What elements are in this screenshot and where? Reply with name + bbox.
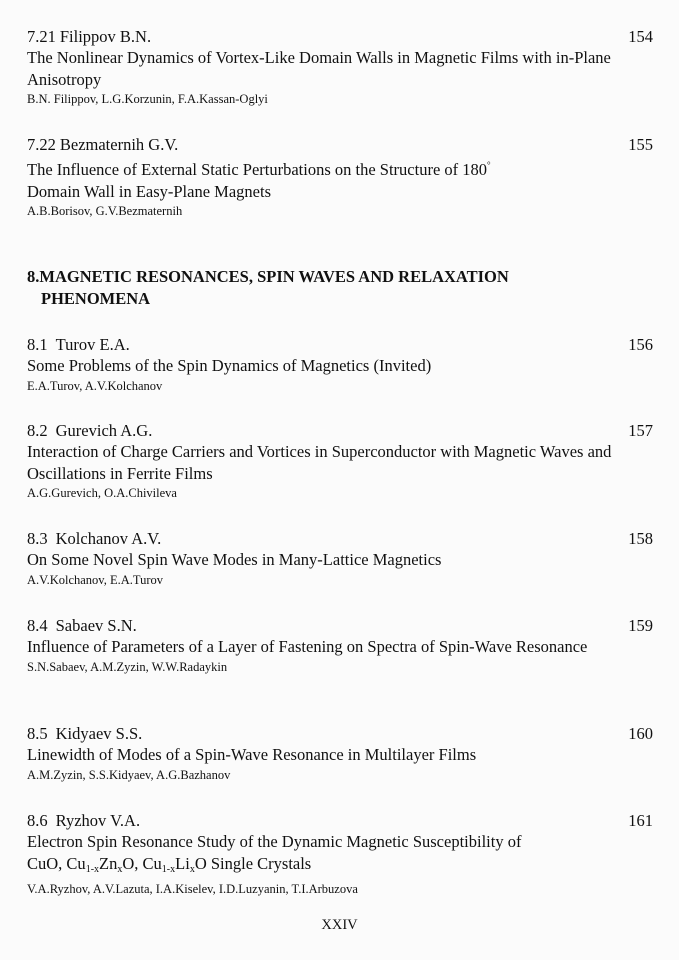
entry-title-part2: Domain Wall in Easy-Plane Magnets bbox=[27, 181, 271, 201]
entry-authors: E.A.Turov, A.V.Kolchanov bbox=[27, 378, 163, 393]
entry-speaker: Sabaev S.N. bbox=[55, 616, 137, 635]
formula-subscript: x bbox=[189, 863, 195, 875]
entry-authors: V.A.Ryzhov, A.V.Lazuta, I.A.Kiselev, I.D.Luzyanin, T.I.Arbuzova bbox=[27, 882, 358, 896]
entry-speaker: Bezmaternih G.V. bbox=[59, 135, 179, 154]
entry-heading bbox=[27, 528, 653, 549]
entry-heading bbox=[27, 334, 653, 355]
entry-page-number: 158 bbox=[628, 529, 653, 548]
entry-speaker: Turov E.A. bbox=[55, 335, 130, 354]
toc-entry-7-22 bbox=[27, 134, 653, 220]
entry-heading bbox=[27, 26, 653, 47]
toc-entry-8-4 bbox=[27, 615, 653, 676]
entry-authors: A.G.Gurevich, O.A.Chivileva bbox=[27, 486, 177, 500]
toc-entry-7-21 bbox=[27, 26, 653, 108]
entry-speaker: Filippov B.N. bbox=[59, 27, 152, 46]
entry-title: The Nonlinear Dynamics of Vortex-Like Domain Walls in Magnetic Films with in-Plane Anisotropy bbox=[27, 48, 611, 89]
entry-number: 8.2 bbox=[27, 421, 48, 440]
entry-page-number: 159 bbox=[628, 616, 653, 635]
chemical-formula bbox=[27, 854, 311, 873]
entry-speaker: Gurevich A.G. bbox=[55, 421, 153, 440]
entry-page-number: 160 bbox=[628, 724, 653, 743]
entry-title: Influence of Parameters of a Layer of Fastening on Spectra of Spin-Wave Resonance bbox=[27, 637, 588, 656]
entry-heading bbox=[27, 723, 653, 744]
formula-text: O Single Crystals bbox=[194, 853, 312, 873]
entry-page-number: 161 bbox=[628, 811, 653, 830]
toc-entry-8-2 bbox=[27, 420, 653, 502]
entry-title bbox=[27, 155, 653, 202]
degree-symbol: ° bbox=[487, 160, 491, 170]
formula-subscript: 1-x bbox=[85, 863, 100, 875]
entry-authors: A.V.Kolchanov, E.A.Turov bbox=[27, 572, 163, 587]
entry-authors: A.M.Zyzin, S.S.Kidyaev, A.G.Bazhanov bbox=[27, 767, 231, 782]
section-heading-line2: PHENOMENA bbox=[41, 289, 151, 308]
formula-text: CuO, Cu bbox=[27, 853, 86, 873]
entry-page-number: 154 bbox=[628, 27, 653, 46]
entry-heading bbox=[27, 420, 653, 441]
entry-heading bbox=[27, 134, 653, 155]
entry-title bbox=[27, 831, 653, 880]
entry-number: 8.5 bbox=[27, 724, 48, 743]
entry-authors: S.N.Sabaev, A.M.Zyzin, W.W.Radaykin bbox=[27, 659, 228, 674]
entry-title-line1: Electron Spin Resonance Study of the Dynamic Magnetic Susceptibility of bbox=[27, 832, 522, 851]
entry-page-number: 157 bbox=[628, 421, 653, 440]
formula-text: Li bbox=[175, 853, 190, 873]
section-heading bbox=[27, 266, 653, 310]
toc-entry-8-6 bbox=[27, 810, 653, 898]
entry-heading bbox=[27, 810, 653, 831]
entry-number: 8.1 bbox=[27, 335, 48, 354]
page-number-footer: XXIV bbox=[321, 917, 358, 933]
entry-speaker: Kidyaev S.S. bbox=[55, 724, 143, 743]
toc-entry-8-3 bbox=[27, 528, 653, 589]
entry-title: Linewidth of Modes of a Spin-Wave Resonance in Multilayer Films bbox=[27, 745, 477, 764]
entry-number: 7.22 bbox=[27, 135, 56, 154]
section-heading-line1: 8.MAGNETIC RESONANCES, SPIN WAVES AND RELAXATION bbox=[27, 267, 509, 286]
formula-subscript: x bbox=[117, 863, 123, 875]
entry-speaker: Ryzhov V.A. bbox=[55, 811, 141, 830]
entry-heading bbox=[27, 615, 653, 636]
toc-entry-8-5 bbox=[27, 723, 653, 784]
formula-subscript: 1-x bbox=[161, 863, 176, 875]
entry-authors: B.N. Filippov, L.G.Korzunin, F.A.Kassan-Oglyi bbox=[27, 92, 268, 106]
entry-number: 8.3 bbox=[27, 529, 48, 548]
toc-entry-8-1 bbox=[27, 334, 653, 395]
entry-title: Some Problems of the Spin Dynamics of Magnetics (Invited) bbox=[27, 356, 432, 375]
entry-title: On Some Novel Spin Wave Modes in Many-Lattice Magnetics bbox=[27, 550, 442, 569]
entry-title: Interaction of Charge Carriers and Vortices in Superconductor with Magnetic Waves and Oscillations in Ferrite Films bbox=[27, 442, 612, 483]
entry-number: 8.6 bbox=[27, 811, 48, 830]
entry-page-number: 156 bbox=[628, 335, 653, 354]
entry-speaker: Kolchanov A.V. bbox=[55, 529, 162, 548]
entry-page-number: 155 bbox=[628, 135, 653, 154]
entry-authors: A.B.Borisov, G.V.Bezmaternih bbox=[27, 204, 183, 218]
entry-number: 7.21 bbox=[27, 27, 56, 46]
formula-text: O, Cu bbox=[122, 853, 162, 873]
entry-number: 8.4 bbox=[27, 616, 48, 635]
formula-text: Zn bbox=[99, 853, 118, 873]
entry-title-part1: The Influence of External Static Perturbations on the Structure of 180 bbox=[27, 160, 488, 179]
